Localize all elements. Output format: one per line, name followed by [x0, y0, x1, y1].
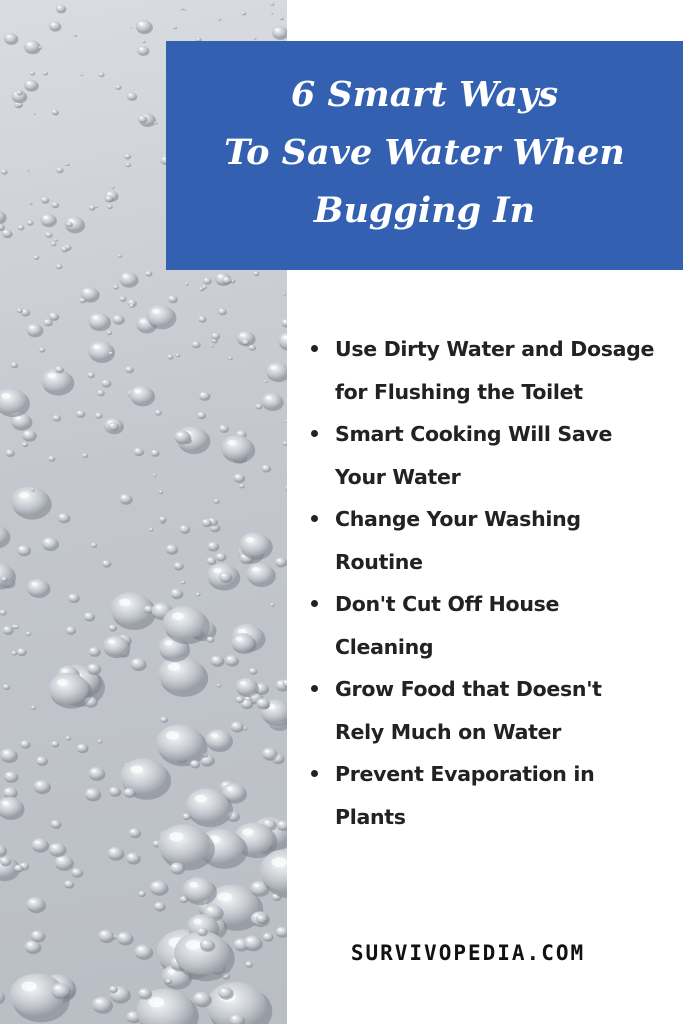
water-drop: [52, 202, 60, 208]
water-drop: [17, 545, 31, 556]
water-drop: [253, 271, 259, 276]
water-drop: [206, 729, 233, 752]
water-drop: [106, 330, 112, 335]
water-drop: [53, 415, 61, 422]
water-drop: [4, 771, 18, 783]
water-drop: [285, 485, 287, 492]
water-drop: [49, 843, 67, 857]
water-drop: [154, 902, 166, 912]
water-drop: [176, 354, 181, 358]
water-drop: [234, 474, 246, 484]
water-drop: [56, 167, 64, 173]
water-drop: [130, 27, 132, 29]
water-drop: [88, 313, 111, 332]
water-drop: [55, 855, 74, 871]
water-drop: [197, 412, 206, 420]
water-drop: [263, 933, 274, 942]
water-drop: [87, 372, 95, 378]
water-drop: [118, 254, 122, 258]
water-drop: [285, 420, 287, 423]
water-drop: [107, 204, 113, 209]
water-drop: [217, 684, 222, 688]
water-drop: [136, 20, 153, 34]
water-drop: [158, 824, 215, 870]
water-drop: [95, 413, 103, 419]
water-drop: [91, 543, 97, 548]
water-drop: [43, 72, 48, 76]
water-drop: [56, 5, 67, 14]
water-drop: [276, 927, 287, 938]
water-drop: [137, 46, 150, 56]
water-drop: [126, 853, 141, 865]
water-drop: [180, 7, 184, 10]
water-drop: [22, 430, 37, 442]
water-drop: [109, 787, 121, 797]
water-drop: [3, 626, 14, 635]
water-drop: [149, 528, 153, 532]
tip-item: [311, 328, 657, 413]
water-drop: [130, 386, 156, 407]
water-drop: [156, 724, 208, 766]
water-drop: [82, 453, 88, 458]
water-drop: [138, 891, 145, 897]
water-drop: [129, 828, 141, 838]
water-drop: [154, 122, 157, 125]
water-drop: [131, 658, 147, 671]
water-drop: [119, 494, 132, 505]
water-drop: [24, 80, 39, 92]
water-drop: [89, 767, 106, 781]
water-drop: [166, 544, 179, 554]
tip-item: [311, 583, 657, 668]
water-drop: [262, 465, 272, 473]
water-drop: [280, 17, 284, 20]
water-drop: [33, 255, 39, 260]
water-drop: [71, 868, 83, 878]
water-drop: [283, 293, 286, 296]
water-drop: [158, 656, 208, 697]
water-drop: [1, 169, 8, 174]
water-drop: [98, 930, 115, 944]
water-drop: [34, 780, 51, 794]
water-drop: [275, 557, 287, 567]
water-drop: [219, 425, 229, 433]
water-drop: [245, 961, 253, 968]
water-drop: [160, 717, 167, 723]
water-drop: [253, 37, 256, 40]
water-drop: [283, 441, 287, 446]
title-line-2: To Save Water When: [224, 131, 625, 173]
water-drop: [30, 71, 35, 75]
water-drop: [31, 706, 36, 710]
water-drop: [119, 296, 126, 302]
water-drop: [261, 393, 283, 411]
water-drop: [66, 736, 72, 741]
water-drop: [89, 205, 96, 211]
tip-text: Change Your Washing Routine: [335, 507, 581, 574]
water-drop: [26, 324, 43, 338]
water-drop: [236, 678, 259, 697]
water-drop: [138, 988, 152, 1000]
water-drop: [239, 484, 244, 488]
water-drop: [278, 332, 287, 351]
water-drop: [270, 2, 274, 5]
water-drop: [0, 210, 7, 225]
water-drop: [84, 612, 95, 621]
water-drop: [218, 308, 227, 315]
water-drop: [49, 21, 62, 31]
water-drop: [150, 880, 169, 895]
tip-item: [311, 753, 657, 838]
water-drop: [27, 579, 51, 598]
water-drop: [203, 278, 212, 285]
water-drop: [171, 589, 184, 600]
water-drop: [108, 847, 125, 861]
water-drop: [27, 169, 30, 171]
water-drop: [111, 186, 115, 189]
water-drop: [173, 26, 177, 29]
bullet-icon: [311, 685, 318, 692]
water-drop: [181, 581, 186, 585]
water-drop: [264, 380, 268, 383]
water-drop: [51, 741, 59, 748]
title-line-3: Bugging In: [313, 189, 536, 231]
water-drop: [42, 537, 59, 551]
water-drop: [5, 449, 14, 457]
water-drop: [3, 684, 10, 690]
water-drop: [179, 525, 190, 534]
tip-text: Don't Cut Off House Cleaning: [335, 592, 560, 659]
water-drop: [97, 390, 105, 396]
water-drop: [207, 557, 217, 565]
water-drop: [192, 341, 201, 348]
water-drop: [77, 744, 89, 754]
water-drop: [0, 524, 10, 549]
water-drop: [4, 33, 19, 45]
water-drop: [39, 347, 46, 352]
water-drop: [76, 410, 85, 418]
water-drop: [216, 553, 227, 562]
water-drop: [117, 932, 134, 946]
water-drop: [256, 698, 270, 709]
water-drop: [272, 26, 287, 40]
tip-item: [311, 413, 657, 498]
water-drop: [115, 85, 122, 90]
title-line-1: 6 Smart Ways: [290, 73, 559, 115]
water-drop: [26, 631, 31, 636]
water-drop: [73, 34, 77, 37]
water-drop: [55, 239, 58, 242]
water-drop: [51, 820, 62, 829]
water-drop: [80, 74, 83, 76]
water-drop: [124, 154, 131, 160]
water-drop: [48, 456, 55, 462]
water-drop: [41, 197, 50, 204]
water-drop: [24, 40, 41, 54]
water-drop: [127, 92, 138, 101]
bullet-icon: [311, 600, 318, 607]
water-drop: [97, 739, 102, 743]
water-drop: [89, 647, 101, 657]
water-drop: [159, 490, 164, 494]
water-drop: [145, 271, 152, 277]
water-drop: [92, 997, 113, 1014]
water-drop: [198, 316, 206, 323]
water-drop: [225, 655, 239, 667]
water-drop: [242, 12, 246, 16]
water-drop: [271, 13, 274, 15]
tip-text: Prevent Evaporation in Plants: [335, 762, 595, 829]
water-drop: [102, 560, 111, 568]
water-drop: [228, 356, 233, 360]
water-drop: [11, 362, 19, 368]
water-drop: [27, 220, 34, 226]
water-drop: [119, 272, 139, 288]
water-drop: [168, 295, 178, 303]
water-drop: [199, 392, 211, 401]
water-drop: [18, 225, 25, 231]
tip-text: Smart Cooking Will Save Your Water: [335, 422, 613, 489]
water-drop: [65, 163, 69, 166]
tip-item: [311, 498, 657, 583]
water-drop: [2, 229, 13, 238]
water-drop: [64, 880, 74, 888]
water-drop: [211, 345, 214, 348]
water-drop: [0, 991, 5, 1005]
title-banner: [166, 41, 683, 270]
water-drop: [101, 380, 111, 388]
water-drop: [214, 499, 220, 504]
water-drop: [211, 656, 225, 667]
water-drop: [196, 593, 201, 597]
water-drop: [22, 442, 28, 447]
water-drop: [167, 354, 173, 359]
water-drop: [20, 740, 30, 749]
water-drop: [36, 756, 48, 766]
water-drop: [207, 542, 219, 552]
water-drop: [85, 788, 102, 801]
water-drop: [174, 562, 184, 570]
water-drop: [262, 748, 278, 761]
water-drop: [134, 448, 145, 457]
water-drop: [66, 626, 76, 635]
tip-text: Use Dirty Water and Dosage for Flushing the Toilet: [335, 337, 655, 404]
tip-item: [311, 668, 657, 753]
water-drop: [26, 897, 46, 913]
water-drop: [56, 264, 63, 270]
water-drop: [246, 563, 276, 587]
water-drop: [34, 113, 36, 115]
water-drop: [270, 603, 275, 607]
water-drop: [185, 283, 189, 286]
water-drop: [153, 474, 157, 477]
tips-list: [311, 328, 657, 838]
water-drop: [0, 610, 7, 616]
water-drop: [266, 362, 287, 382]
water-drop: [134, 945, 153, 960]
water-drop: [126, 163, 131, 167]
water-drop: [109, 625, 118, 632]
water-drop: [221, 435, 255, 463]
water-drop: [236, 696, 245, 703]
water-drop: [142, 40, 146, 43]
water-drop: [256, 404, 263, 410]
water-drop: [0, 797, 25, 820]
water-drop: [58, 513, 71, 523]
water-drop: [113, 285, 119, 290]
water-drop: [40, 214, 56, 228]
water-drop: [11, 651, 17, 656]
tip-text: Grow Food that Doesn't Rely Much on Water: [335, 677, 602, 744]
water-drop: [112, 315, 124, 325]
water-drop: [193, 992, 212, 1008]
water-drop: [45, 232, 53, 238]
water-drop: [51, 242, 57, 247]
water-drop: [184, 8, 187, 10]
water-drop: [17, 648, 27, 656]
water-drop: [249, 345, 257, 351]
water-drop: [29, 202, 33, 205]
water-drop: [17, 308, 23, 313]
water-drop: [11, 486, 52, 519]
bullet-icon: [311, 345, 318, 352]
water-drop: [32, 838, 50, 852]
bullet-icon: [311, 515, 318, 522]
water-drop: [68, 594, 80, 604]
water-drop: [0, 388, 30, 417]
water-drop: [0, 749, 18, 764]
water-drop: [231, 722, 245, 733]
water-drop: [249, 668, 257, 675]
water-drop: [155, 410, 162, 416]
water-drop: [52, 110, 59, 116]
water-drop: [125, 366, 134, 373]
water-drop: [281, 319, 287, 328]
water-drop: [218, 18, 222, 21]
bullet-icon: [311, 430, 318, 437]
bullet-icon: [311, 770, 318, 777]
water-drop: [99, 72, 105, 77]
water-drop: [151, 450, 160, 457]
site-brand: SURVIVOPEDIA.COM: [350, 941, 586, 965]
